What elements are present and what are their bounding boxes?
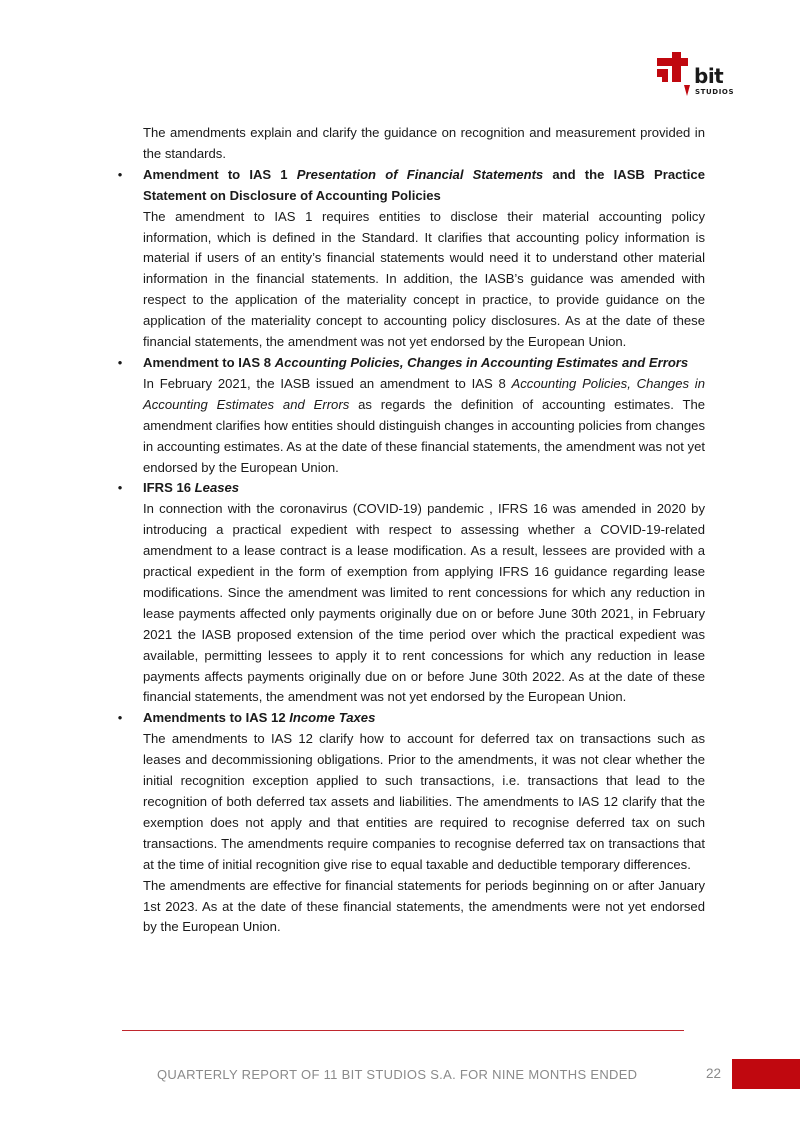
item-paragraph: In connection with the coronavirus (COVID-19) pandemic , IFRS 16 was amended in 2020 by introducing a practical expedient with respect to assessing whether a COVID-19-related amendment to a lease contract is a lease modification. As a result, lessees are provided with a practical expedient in the form of exemption from applying IFRS 16 guidance regarding lease modifications. Since the amendment was limited to rent concessions for which any reduction in lease payments affected only payments originally due on or before June 30th 2021, in February 2021 the IASB proposed extension of the time period over which the practical expedient was available, permitting lessees to apply it to rent concessions for which any reduction in lease payments affects payments originally due on or before June 30th 2022. As at the date of these financial statements, the amendment was not yet endorsed by the European Union. <box>143 501 705 705</box>
company-logo <box>654 52 736 100</box>
item-heading: Amendment to IAS 1 Presentation of Financial Statements and the IASB Practice Statement on Disclosure of Accounting Policies <box>143 166 705 203</box>
item-paragraph: The amendments to IAS 12 clarify how to account for deferred tax on transactions such as leases and decommissioning obligations. Prior to the amendments, it was not clear whether the initial recognition exception applied to such transactions, i.e. transactions that lead to the recognition of both deferred tax assets and liabilities. The amendments to IAS 12 clarify that the exemption does not apply and that entities are required to recognise deferred tax on such transactions. The amendments require companies to recognise deferred tax on transactions that at the time of initial recognition give rise to equal taxable and deductible temporary differences. <box>143 731 705 872</box>
page-tab-accent <box>732 1059 800 1089</box>
bullet: • <box>117 710 123 726</box>
bullet: • <box>117 354 123 370</box>
document-body <box>115 123 705 938</box>
list-item-ias8 <box>115 353 705 478</box>
logo-subtitle: STUDIOS <box>695 88 735 96</box>
list-item-ifrs16 <box>115 478 705 708</box>
item-paragraph: The amendment to IAS 1 requires entities to disclose their material accounting policy information, which is defined in the Standard. It clarifies that accounting policy information is material if users of an entity’s financial statements would need it to understand other material information in the financial statements. In addition, the IASB’s guidance was amended with respect to the application of the materiality concept in practice, to provide guidance on the application of the materiality concept to accounting policy disclosures. As at the date of these financial statements, the amendment was not yet endorsed by the European Union. <box>143 208 705 350</box>
logo-mark-icon <box>654 52 694 98</box>
logo-word: bit <box>694 64 724 88</box>
item-heading: IFRS 16 Leases <box>143 480 240 496</box>
item-paragraph: In February 2021, the IASB issued an amendment to IAS 8 Accounting Policies, Changes in Accounting Estimates and Errors as regards the definition of accounting estimates. The amendment clarifies how entities should distinguish changes in accounting policies from changes in accounting estimates. As at the date of these financial statements, the amendment was not yet endorsed by the European Union. <box>143 375 706 475</box>
footer-title: QUARTERLY REPORT OF 11 BIT STUDIOS S.A. FOR NINE MONTHS ENDED <box>157 1067 638 1082</box>
bullet: • <box>117 480 123 496</box>
item-heading: Amendments to IAS 12 Income Taxes <box>143 710 376 726</box>
item-heading: Amendment to IAS 8 Accounting Policies, Changes in Accounting Estimates and Errors <box>143 354 689 370</box>
bullet: • <box>117 166 123 182</box>
page-number: 22 <box>706 1066 722 1081</box>
list-item-ias1 <box>115 165 705 353</box>
footer-divider <box>122 1030 684 1031</box>
list-item-ias12 <box>115 708 705 938</box>
intro-paragraph: The amendments explain and clarify the guidance on recognition and measurement provided in the standards. <box>143 125 705 161</box>
item-paragraph: The amendments are effective for financial statements for periods beginning on or after January 1st 2023. As at the date of these financial statements, the amendments were not yet endorsed by the European Union. <box>143 877 705 935</box>
